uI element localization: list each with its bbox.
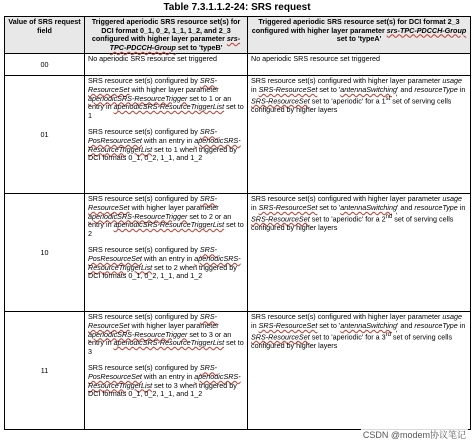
table-row xyxy=(5,76,471,194)
row-value: 01 xyxy=(5,76,85,194)
table-row xyxy=(5,312,471,430)
srs-request-table xyxy=(4,16,471,430)
header-row xyxy=(5,17,471,54)
table-row xyxy=(5,54,471,76)
table-row xyxy=(5,194,471,312)
cell-typeA: SRS resource set(s) configured with higher layer parameter usage in SRS-ResourceSet set to 'antennaSwitching' and resourceType in SRS-ResourceSet set to 'aperiodic' for a 3rd set of serving cells configured by higher layers xyxy=(248,312,471,430)
watermark: CSDN @modem协议笔记 xyxy=(362,430,466,440)
cell-typeB: SRS resource set(s) configured by SRS-ResourceSet with higher layer parameter aperiodicSRS-ResourceTrigger set to 1 or an entry in aperiodicSRS-ResourceTriggerList set to 1 SRS resource set(s) configured by SRS-PosResourceSet with an entry in aperiodicSRS-ResourceTriggerList set to 1 when triggered by DCI formats 0_1, 0_2, 1_1, and 1_2 xyxy=(85,76,248,194)
cell-typeA: No aperiodic SRS resource set triggered xyxy=(248,54,471,76)
table-caption: Table 7.3.1.1.2-24: SRS request xyxy=(163,2,311,13)
cell-typeB: SRS resource set(s) configured by SRS-ResourceSet with higher layer parameter aperiodicSRS-ResourceTrigger set to 2 or an entry in aperiodicSRS-ResourceTriggerList set to 2 SRS resource set(s) configured by SRS-PosResourceSet with an entry in aperiodicSRS-ResourceTriggerList set to 2 when triggered by DCI formats 0_1, 0_2, 1_1, and 1_2 xyxy=(85,194,248,312)
cell-typeB: No aperiodic SRS resource set triggered xyxy=(85,54,248,76)
cell-typeB: SRS resource set(s) configured by SRS-ResourceSet with higher layer parameter aperiodicSRS-ResourceTrigger set to 3 or an entry in aperiodicSRS-ResourceTriggerList set to 3 SRS resource set(s) configured by SRS-PosResourceSet with an entry in aperiodicSRS-ResourceTriggerList set to 3 when triggered by DCI formats 0_1, 0_2, 1_1, and 1_2 xyxy=(85,312,248,430)
row-value: 11 xyxy=(5,312,85,430)
header-typeB: Triggered aperiodic SRS resource set(s) for DCI format 0_1, 0_2, 1_1, 1_2, and 2_3 configured with higher layer parameter srs-TPC-PDCCH-Group set to 'typeB' xyxy=(85,17,248,54)
header-typeA: Triggered aperiodic SRS resource set(s) for DCI format 2_3 configured with higher layer parameter srs-TPC-PDCCH-Group set to 'typeA' xyxy=(248,17,471,54)
header-value: Value of SRS request field xyxy=(5,17,85,54)
cell-typeA: SRS resource set(s) configured with higher layer parameter usage in SRS-ResourceSet set to 'antennaSwitching' and resourceType in SRS-ResourceSet set to 'aperiodic' for a 1st set of serving cells configured by higher layers xyxy=(248,76,471,194)
row-value: 10 xyxy=(5,194,85,312)
cell-typeA: SRS resource set(s) configured with higher layer parameter usage in SRS-ResourceSet set to 'antennaSwitching' and resourceType in SRS-ResourceSet set to 'aperiodic' for a 2nd set of serving cells configured by higher layers xyxy=(248,194,471,312)
row-value: 00 xyxy=(5,54,85,76)
